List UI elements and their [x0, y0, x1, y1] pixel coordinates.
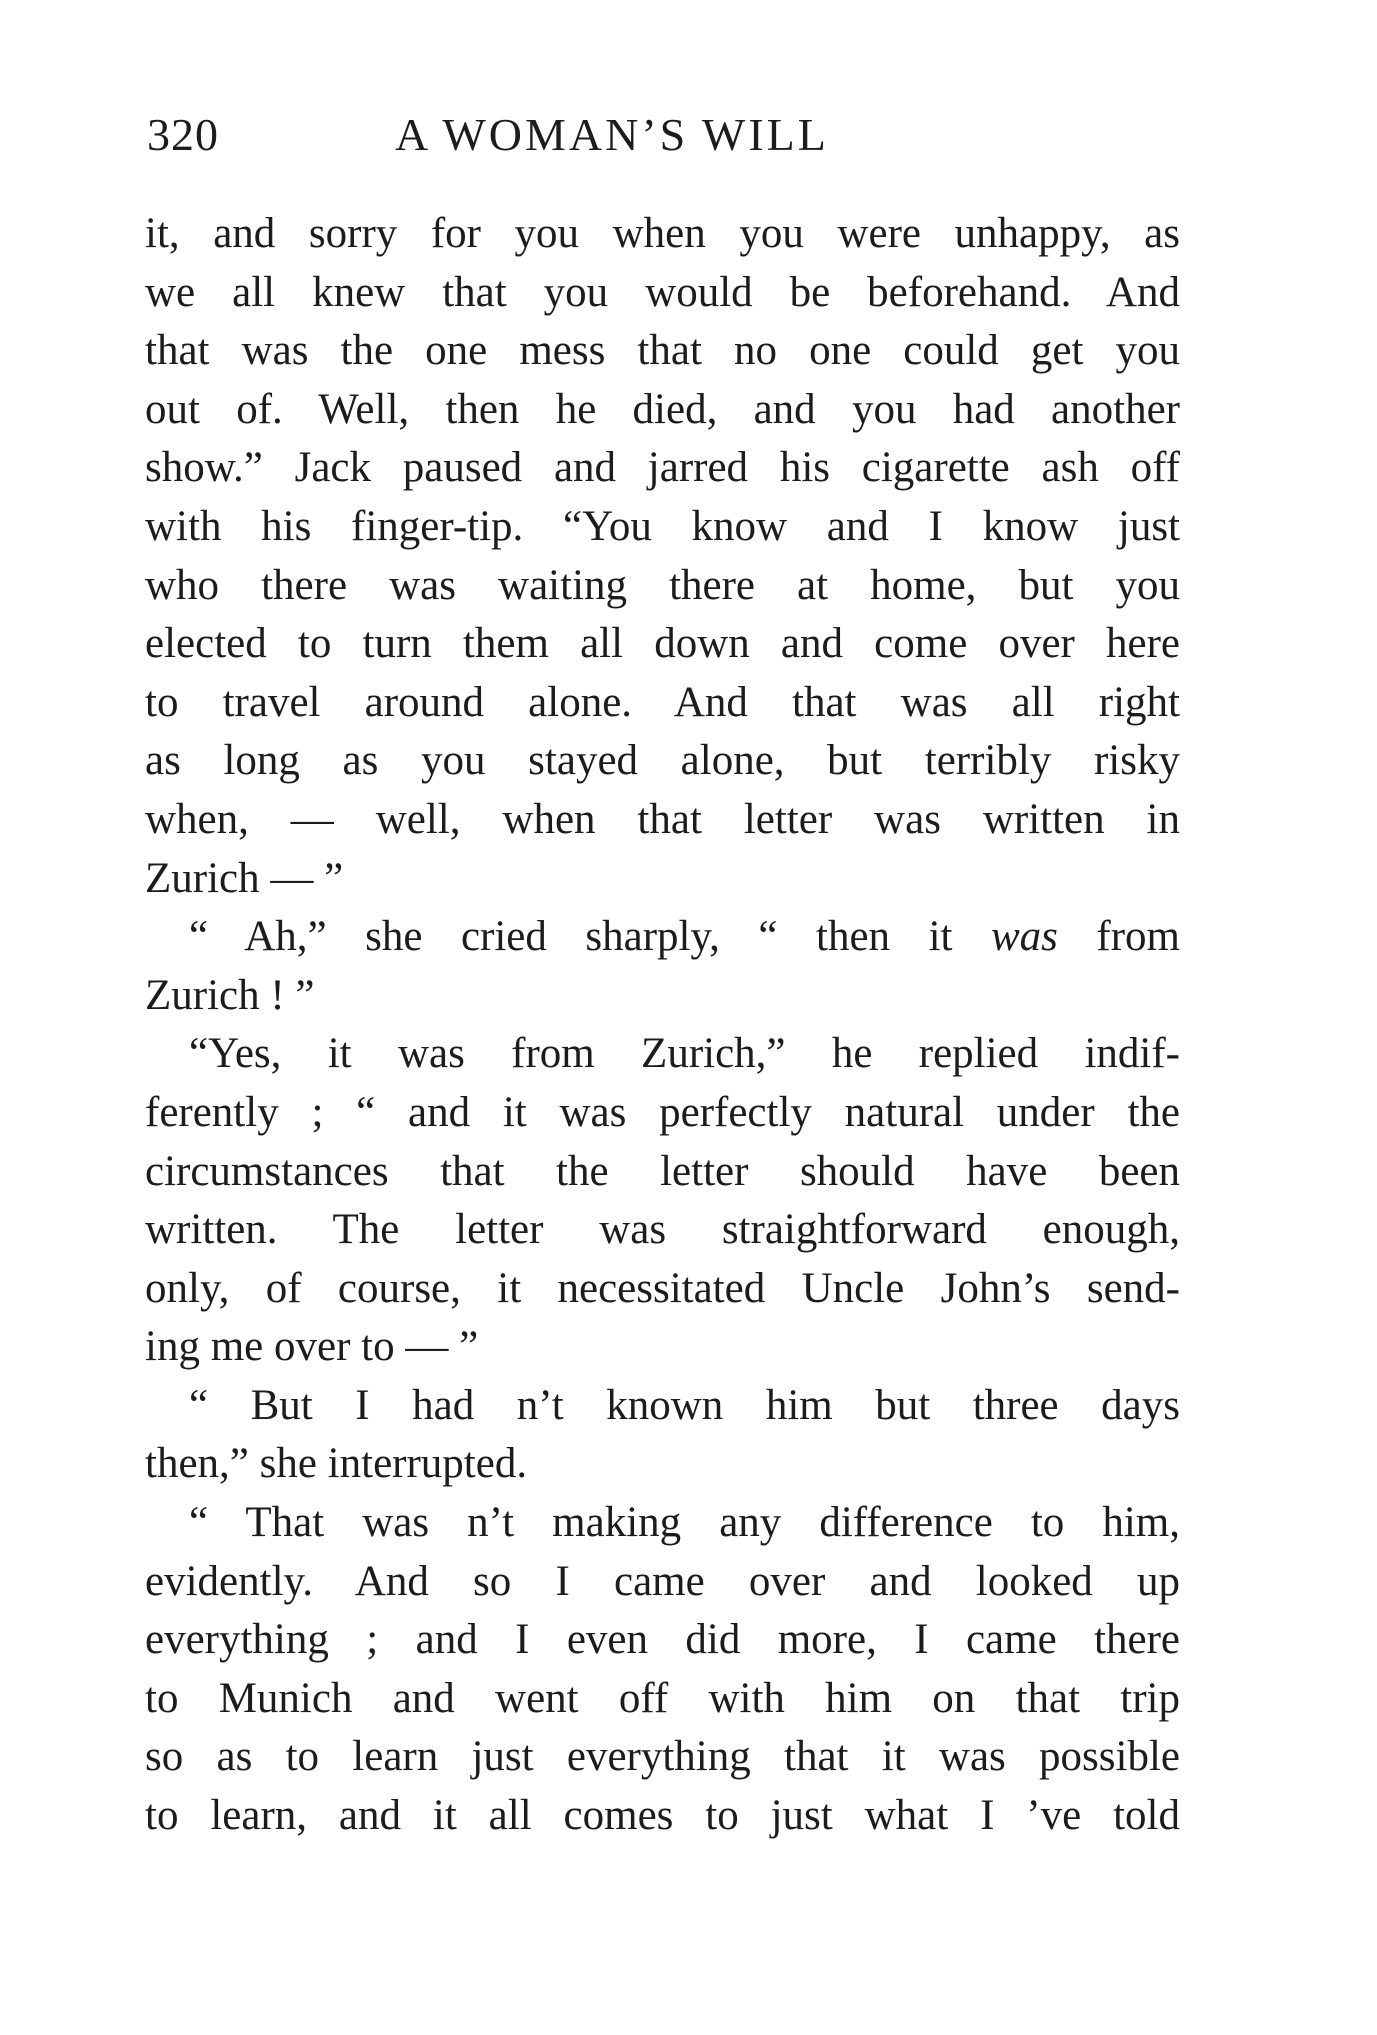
- text-line: then,” she interrupted.: [145, 1440, 528, 1488]
- text-line: to learn, and it all comes to just what I ’ve told: [145, 1792, 1180, 1840]
- text-line: when, — well, when that letter was written in: [145, 795, 1180, 843]
- text-line: elected to turn them all down and come over here: [145, 620, 1180, 668]
- text-line: evidently. And so I came over and looked up: [145, 1557, 1180, 1605]
- page-number: 320: [147, 109, 219, 160]
- book-title: A WOMAN’S WILL: [395, 109, 829, 160]
- italic-word: was: [990, 913, 1058, 961]
- text-line: only, of course, it necessitated Uncle John’s send-: [145, 1264, 1180, 1312]
- text-line: Zurich ! ”: [145, 971, 315, 1019]
- text-line: “Yes, it was from Zurich,” he replied indif-: [189, 1030, 1180, 1078]
- text-line: that was the one mess that no one could get you: [145, 327, 1180, 375]
- text-line: show.” Jack paused and jarred his cigarette ash off: [145, 444, 1180, 492]
- text-line: everything ; and I even did more, I came there: [145, 1616, 1180, 1664]
- text-line: to Munich and went off with him on that trip: [145, 1674, 1180, 1722]
- text-line: it, and sorry for you when you were unhappy, as: [145, 210, 1180, 257]
- text-segment: from: [1057, 913, 1180, 961]
- body-text: [145, 205, 1180, 1846]
- text-line: we all knew that you would be beforehand. And: [145, 268, 1180, 316]
- text-line: circumstances that the letter should have been: [145, 1147, 1180, 1195]
- text-line: written. The letter was straightforward enough,: [145, 1206, 1180, 1254]
- text-line: out of. Well, then he died, and you had another: [145, 385, 1180, 433]
- text-line: to travel around alone. And that was all right: [145, 678, 1180, 726]
- text-line: with his finger-tip. “You know and I know just: [145, 502, 1180, 550]
- text-line: as long as you stayed alone, but terribly risky: [145, 737, 1180, 785]
- text-line: “ But I had n’t known him but three days: [189, 1381, 1180, 1429]
- text-line: [145, 908, 1180, 967]
- text-line: so as to learn just everything that it was possible: [145, 1733, 1180, 1781]
- text-line: ing me over to — ”: [145, 1323, 479, 1371]
- running-head: [147, 108, 907, 168]
- text-line: who there was waiting there at home, but you: [145, 561, 1180, 609]
- text-segment: “ Ah,” she cried sharply, “ then it: [189, 913, 991, 961]
- text-line: Zurich — ”: [145, 854, 344, 902]
- text-line: “ That was n’t making any difference to him,: [189, 1499, 1180, 1547]
- text-line: ferently ; “ and it was perfectly natural under the: [145, 1088, 1180, 1136]
